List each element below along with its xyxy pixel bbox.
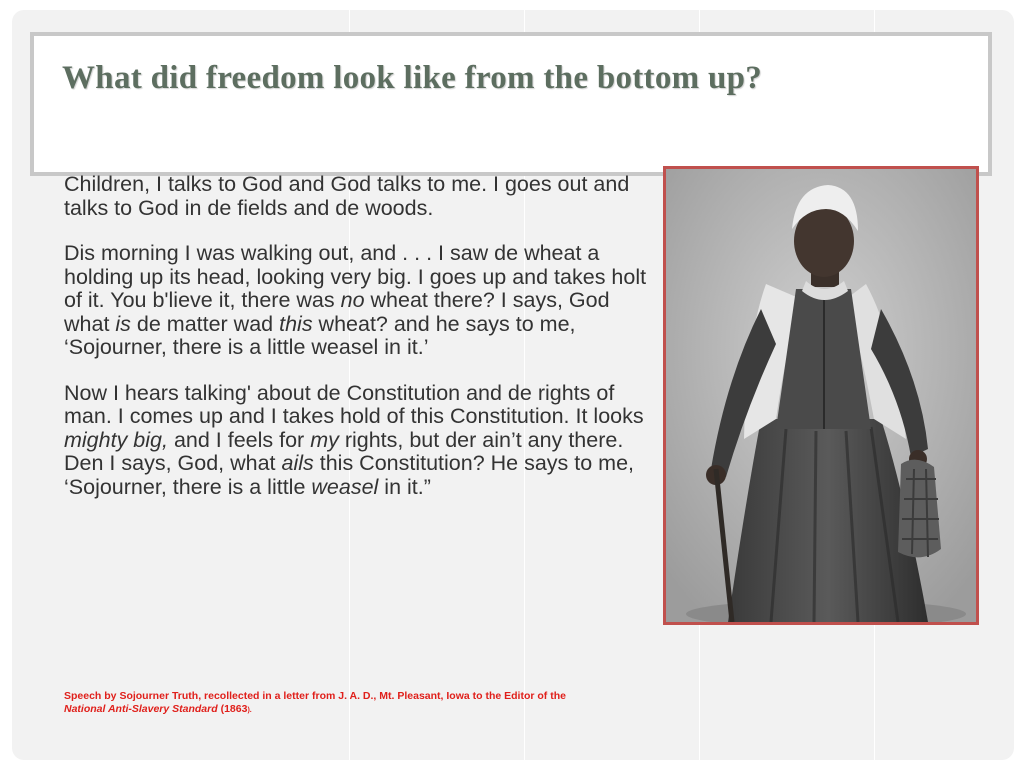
portrait-photo (663, 166, 979, 625)
paragraph-text: and I feels for (167, 427, 311, 452)
quote-paragraph (64, 173, 654, 220)
paragraph-text: Children, I talks to God and God talks to me. I goes out and talks to God in de fields and de woods. (64, 172, 630, 220)
citation-source: National Anti-Slavery Standard (64, 703, 218, 715)
slide-title: What did freedom look like from the bottom up? (62, 60, 763, 96)
portrait-image (666, 169, 976, 622)
citation (64, 690, 644, 717)
quote-paragraph (64, 382, 654, 500)
citation-text: Speech by Sojourner Truth, recollected in a letter from J. A. D., Mt. Pleasant, Iowa to the Editor of the (64, 690, 566, 702)
paragraph-text: this Constitution? He says to me, ‘Sojourner, there is a little (64, 451, 635, 499)
emphasis-text: my (310, 427, 339, 452)
paragraph-text: wheat? and he says to me, ‘Sojourner, there is a little weasel in it.’ (64, 311, 576, 359)
paragraph-text: rights, but der ain’t any there. Den I says, God, what (64, 427, 624, 475)
paragraph-text: in it.” (378, 474, 431, 499)
emphasis-text: ails (281, 451, 314, 475)
paragraph-text: de matter wad (130, 311, 280, 336)
quote-paragraph (64, 242, 654, 360)
emphasis-text: mighty big, (64, 427, 168, 452)
emphasis-text: is (115, 311, 131, 336)
slide (12, 10, 1014, 760)
paragraph-text: wheat there? I says, God what (64, 288, 610, 336)
emphasis-text: weasel (311, 474, 379, 499)
paragraph-text: Dis morning I was walking out, and . . . I saw de wheat a holding up its head, looking very big. I goes up and takes holt of it. You b'lieve it, there was (64, 241, 647, 312)
title-box (30, 32, 992, 176)
emphasis-text: no (340, 288, 365, 312)
emphasis-text: this (279, 311, 313, 336)
citation-end: ). (247, 707, 252, 714)
quote-body (64, 173, 654, 521)
paragraph-text: Now I hears talking' about de Constitution and de rights of man. I comes up and I takes hold of this Constitution. It looks (64, 380, 644, 428)
citation-year: (1863 (217, 703, 248, 715)
